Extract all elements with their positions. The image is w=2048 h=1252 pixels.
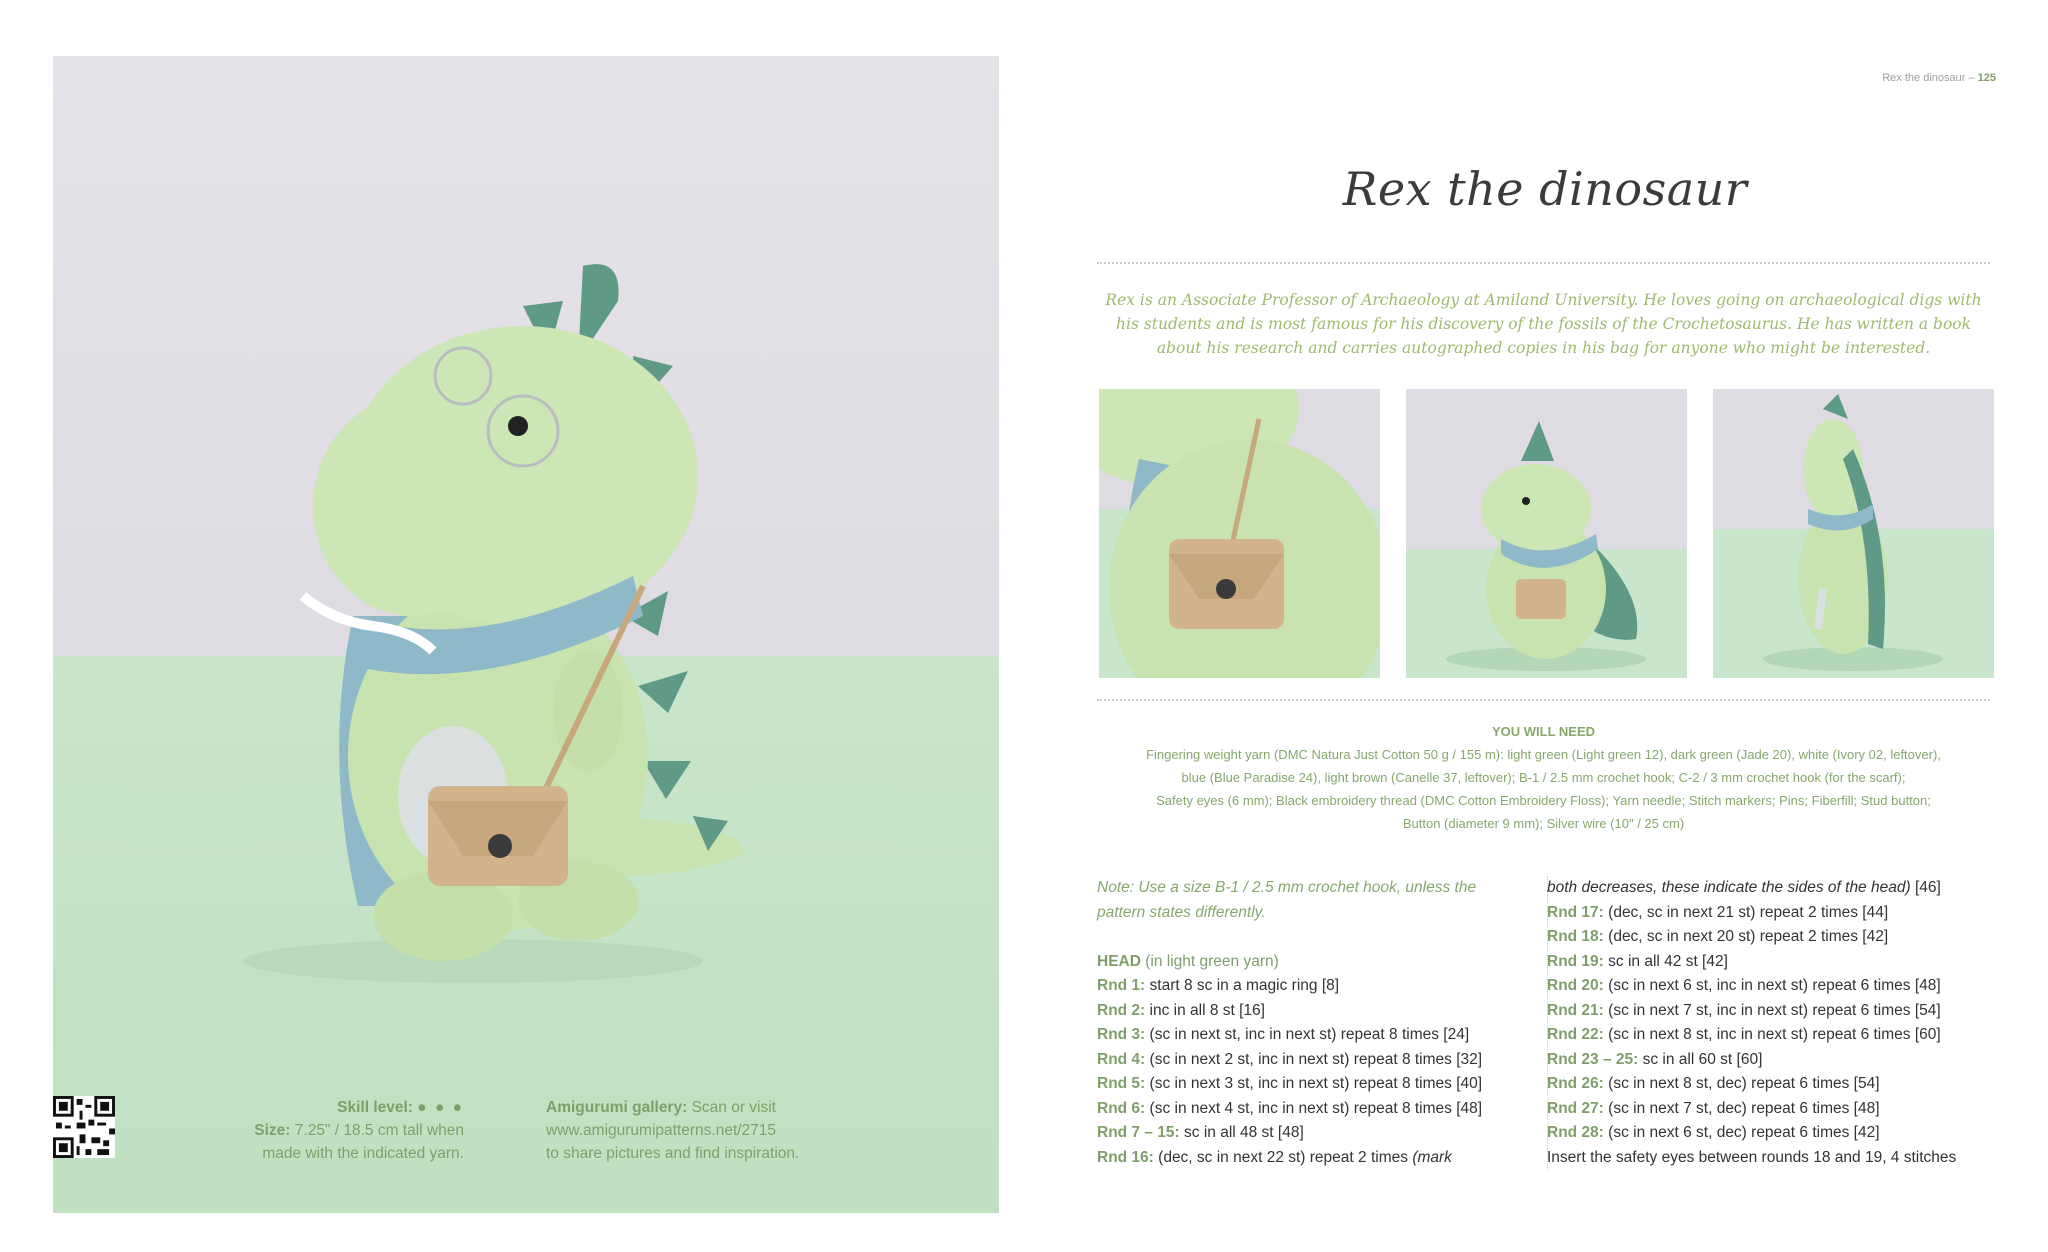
photo-caption <box>53 1096 999 1206</box>
main-photo <box>53 56 999 1213</box>
round-text: (sc in next 6 st, inc in next st) repeat 6 times [48] <box>1608 977 1941 994</box>
thumbnail-front-view[interactable] <box>1406 389 1687 678</box>
round-label: Rnd 2: <box>1097 1001 1146 1019</box>
round-row <box>1547 974 2008 999</box>
round-label: Rnd 16: <box>1097 1148 1154 1166</box>
round-row <box>1547 1023 2008 1048</box>
skill-label: Skill level: <box>337 1099 413 1116</box>
round-row <box>1097 974 1517 999</box>
supply-line: Button (diameter 9 mm); Silver wire (10" / 25 cm) <box>1402 816 1685 831</box>
hook-note-line-2: pattern states differently. <box>1097 903 1266 921</box>
thumbnail-side-view[interactable] <box>1713 389 1994 678</box>
round-label: Rnd 7 – 15: <box>1097 1124 1180 1141</box>
you-will-need-block <box>1097 720 1990 835</box>
round-text: (sc in next 7 st, dec) repeat 6 times [48] <box>1608 1099 1880 1117</box>
round-label: Rnd 3: <box>1097 1026 1146 1043</box>
thumbnail-bag-closeup[interactable] <box>1099 389 1380 678</box>
round-label: Rnd 5: <box>1097 1075 1146 1092</box>
round-text: (sc in next 6 st, dec) repeat 6 times [42] <box>1608 1124 1880 1141</box>
round-row <box>1547 999 2008 1024</box>
round-text: (sc in next 4 st, inc in next st) repeat 8 times [48] <box>1149 1099 1483 1117</box>
round-label: Rnd 4: <box>1097 1050 1146 1068</box>
round-row <box>1547 1097 2008 1122</box>
round-text: sc in all 48 st [48] <box>1184 1124 1304 1141</box>
round-row <box>1097 1121 1517 1146</box>
dinosaur-illustration <box>53 56 999 1213</box>
round-label: Rnd 28: <box>1547 1124 1604 1141</box>
round-row <box>1547 925 2008 950</box>
gallery-block <box>546 1096 799 1165</box>
round-label: Rnd 6: <box>1097 1099 1146 1117</box>
you-will-need-heading: YOU WILL NEED <box>1491 724 1596 739</box>
supply-line: blue (Blue Paradise 24), light brown (Canelle 37, leftover); B-1 / 2.5 mm crochet hook; C-2 / 3 mm crochet hook (for the scarf); <box>1181 770 1906 785</box>
round-row <box>1097 1146 1517 1171</box>
section-heading <box>1097 950 1517 975</box>
round-label: Rnd 26: <box>1547 1075 1604 1092</box>
skill-size-block <box>254 1096 464 1165</box>
round-text: (sc in next 3 st, inc in next st) repeat 8 times [40] <box>1149 1075 1483 1092</box>
round-row <box>1547 1121 2008 1146</box>
gallery-text-1: Scan or visit <box>691 1099 776 1116</box>
qr-code-icon[interactable] <box>53 1096 115 1158</box>
instruction-line: Insert the safety eyes between rounds 18 and 19, 4 stitches <box>1547 1148 1957 1166</box>
section-title: HEAD <box>1097 952 1141 970</box>
round-row <box>1097 1048 1517 1073</box>
round-label: Rnd 22: <box>1547 1026 1604 1043</box>
round-continuation <box>1547 876 2008 901</box>
gallery-label: Amigurumi gallery: <box>546 1099 688 1116</box>
round-row <box>1097 1072 1517 1097</box>
round-label: Rnd 19: <box>1547 952 1604 970</box>
round-text: sc in all 60 st [60] <box>1642 1050 1763 1068</box>
supply-line: Safety eyes (6 mm); Black embroidery thread (DMC Cotton Embroidery Floss); Yarn needle; Stitch markers; Pins; Fiberfill; Stud button; <box>1156 793 1931 808</box>
section-subtitle: (in light green yarn) <box>1145 952 1279 970</box>
running-head <box>1882 72 1996 84</box>
round-text: (dec, sc in next 20 st) repeat 2 times [42] <box>1608 928 1889 945</box>
pattern-column-right <box>1547 876 2008 1170</box>
round-row <box>1097 1023 1517 1048</box>
round-label: Rnd 27: <box>1547 1099 1604 1117</box>
round-row <box>1097 1097 1517 1122</box>
round-text: (sc in next 8 st, inc in next st) repeat 6 times [60] <box>1608 1026 1941 1043</box>
round-text: (sc in next st, inc in next st) repeat 8 times [24] <box>1149 1026 1470 1043</box>
round-label: Rnd 18: <box>1547 928 1604 945</box>
round-label: Rnd 17: <box>1547 903 1604 921</box>
round-row <box>1547 950 2008 975</box>
round-text: inc in all 8 st [16] <box>1149 1001 1265 1019</box>
round-label: Rnd 1: <box>1097 977 1146 994</box>
round-row <box>1097 999 1517 1024</box>
intro-paragraph: Rex is an Associate Professor of Archaeology at Amiland University. He loves going on archaeological digs with his students and is most famous for his discovery of the fossils of the Crochetosaurus. He has written a book about his research and carries autographed copies in his bag for anyone who might be interested. <box>1105 291 1982 357</box>
skill-dots: ● ● ● <box>417 1099 464 1116</box>
round-label: Rnd 20: <box>1547 977 1604 994</box>
gallery-url[interactable]: www.amigurumipatterns.net/2715 <box>546 1122 777 1139</box>
size-value: 7.25" / 18.5 cm tall when <box>294 1122 464 1139</box>
round-row <box>1547 1072 2008 1097</box>
round-text: sc in all 42 st [42] <box>1608 952 1728 970</box>
hook-note <box>1097 876 1517 925</box>
round-text: start 8 sc in a magic ring [8] <box>1149 977 1340 994</box>
round-text: (dec, sc in next 22 st) repeat 2 times <box>1158 1148 1408 1166</box>
divider-middle <box>1097 699 1990 701</box>
hook-note-line-1: Note: Use a size B-1 / 2.5 mm crochet hook, unless the <box>1097 879 1477 896</box>
round-row <box>1547 1048 2008 1073</box>
round-text: (sc in next 7 st, inc in next st) repeat 6 times [54] <box>1608 1001 1941 1019</box>
round-row <box>1547 901 2008 926</box>
running-head-title: Rex the dinosaur – <box>1882 72 1975 84</box>
round-text: (dec, sc in next 21 st) repeat 2 times [44] <box>1608 903 1889 921</box>
size-value-2: made with the indicated yarn. <box>262 1145 464 1162</box>
page-title: Rex the dinosaur <box>1342 162 1748 216</box>
round-label: Rnd 21: <box>1547 1001 1604 1019</box>
round-text: (sc in next 2 st, inc in next st) repeat 8 times [32] <box>1149 1050 1483 1068</box>
size-label: Size: <box>254 1122 291 1139</box>
divider-top <box>1097 262 1990 264</box>
pattern-column-left <box>1097 876 1517 1170</box>
round-label: Rnd 23 – 25: <box>1547 1050 1639 1068</box>
round-text: (sc in next 8 st, dec) repeat 6 times [54] <box>1608 1075 1880 1092</box>
supply-line: Fingering weight yarn (DMC Natura Just Cotton 50 g / 155 m): light green (Light green 12), dark green (Jade 20), white (Ivory 02, leftover), <box>1146 747 1941 762</box>
page-number: 125 <box>1977 72 1996 84</box>
round-continuation-count: [46] <box>1914 879 1941 896</box>
round-italic-note: (mark <box>1412 1148 1452 1166</box>
round-continuation-text: both decreases, these indicate the sides of the head) <box>1547 879 1911 896</box>
gallery-text-2: to share pictures and find inspiration. <box>546 1145 800 1162</box>
